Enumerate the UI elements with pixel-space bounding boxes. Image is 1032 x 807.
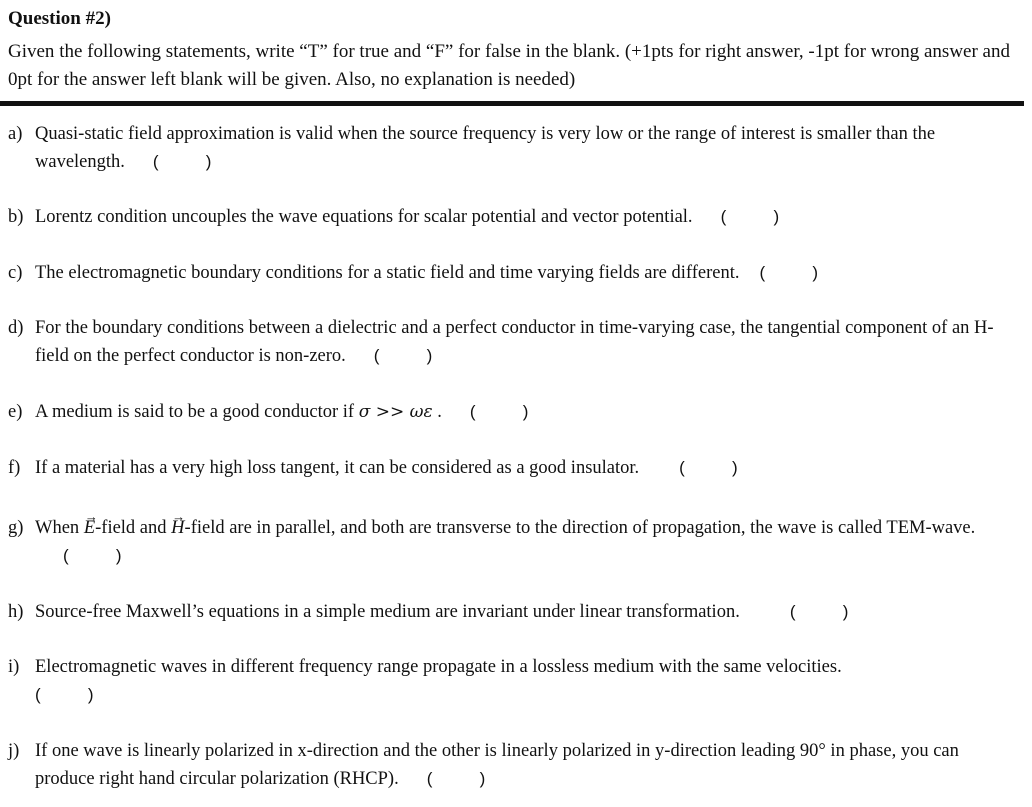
statement-i [8,653,1004,709]
answer-blank[interactable]: ( ) [469,402,529,421]
statement-letter: b) [8,207,24,227]
e-field-vector: → E [84,518,95,538]
statement-e: e) A medium is said to be a good conductor if σ >> ωε . ( ) [8,398,1004,426]
conductivity-condition: σ >> ωε [358,402,433,422]
statement-text: If a material has a very high loss tangent, it can be considered as a good insulator. [35,458,640,478]
statement-letter: h) [8,602,24,622]
statement-h [8,598,1004,626]
statement-letter: d) [8,318,24,338]
statement-a [8,120,1004,176]
answer-blank[interactable]: ( ) [759,263,819,282]
statement-letter: e) [8,402,23,422]
answer-blank[interactable]: ( ) [152,152,212,171]
answer-blank[interactable]: ( ) [426,769,486,788]
question-title: Question #2) [8,8,111,29]
statement-text: Source-free Maxwell’s equations in a simple medium are invariant under linear transformation. [35,602,740,622]
h-field-vector: → H [171,518,184,538]
answer-blank[interactable]: ( ) [679,458,738,477]
answer-blank[interactable]: ( ) [63,546,122,565]
statement-letter: f) [8,458,21,478]
statement-d [8,314,1004,370]
statement-letter: g) [8,518,24,538]
statement-g: g) When → E-field and → H-field are in parallel, and both are transverse to the direction of propagation, the wave is called TEM-wave.( ) [8,514,1004,570]
answer-blank[interactable]: ( ) [373,346,433,365]
answer-blank[interactable]: ( ) [35,685,94,704]
statement-b [8,203,1004,231]
statement-text: A medium is said to be a good conductor if [35,402,355,422]
statement-text: Quasi-static field approximation is valid when the source frequency is very low or the range of interest is smaller than the wavelength. [35,124,936,172]
statement-text: The electromagnetic boundary conditions for a static field and time varying fields are different. [35,263,740,283]
answer-blank[interactable]: ( ) [720,207,780,226]
instructions-text: Given the following statements, write “T” for true and “F” for false in the blank. (+1pts for right answer, -1pt for wrong answer and 0pt for the answer left blank will be given. Also, no explanation is needed) [8,41,1010,90]
statement-j [8,737,1004,793]
statement-letter: i) [8,657,20,677]
statement-letter: j) [8,741,20,761]
statement-text: For the boundary conditions between a dielectric and a perfect conductor in time-varying case, the tangential component of an H-field on the perfect conductor is non-zero. [35,318,994,366]
statement-text: If one wave is linearly polarized in x-direction and the other is linearly polarized in y-direction leading 90° in phase, you can produce right hand circular polarization (RHCP). [35,741,959,789]
divider [0,101,1024,106]
statement-f [8,454,1004,482]
statement-c [8,259,1004,287]
statement-text: Lorentz condition uncouples the wave equations for scalar potential and vector potential. [35,207,693,227]
answer-blank[interactable]: ( ) [789,602,849,621]
statement-text: Electromagnetic waves in different frequency range propagate in a lossless medium with the same velocities. [35,657,842,677]
statement-letter: c) [8,263,23,283]
statement-letter: a) [8,124,23,144]
